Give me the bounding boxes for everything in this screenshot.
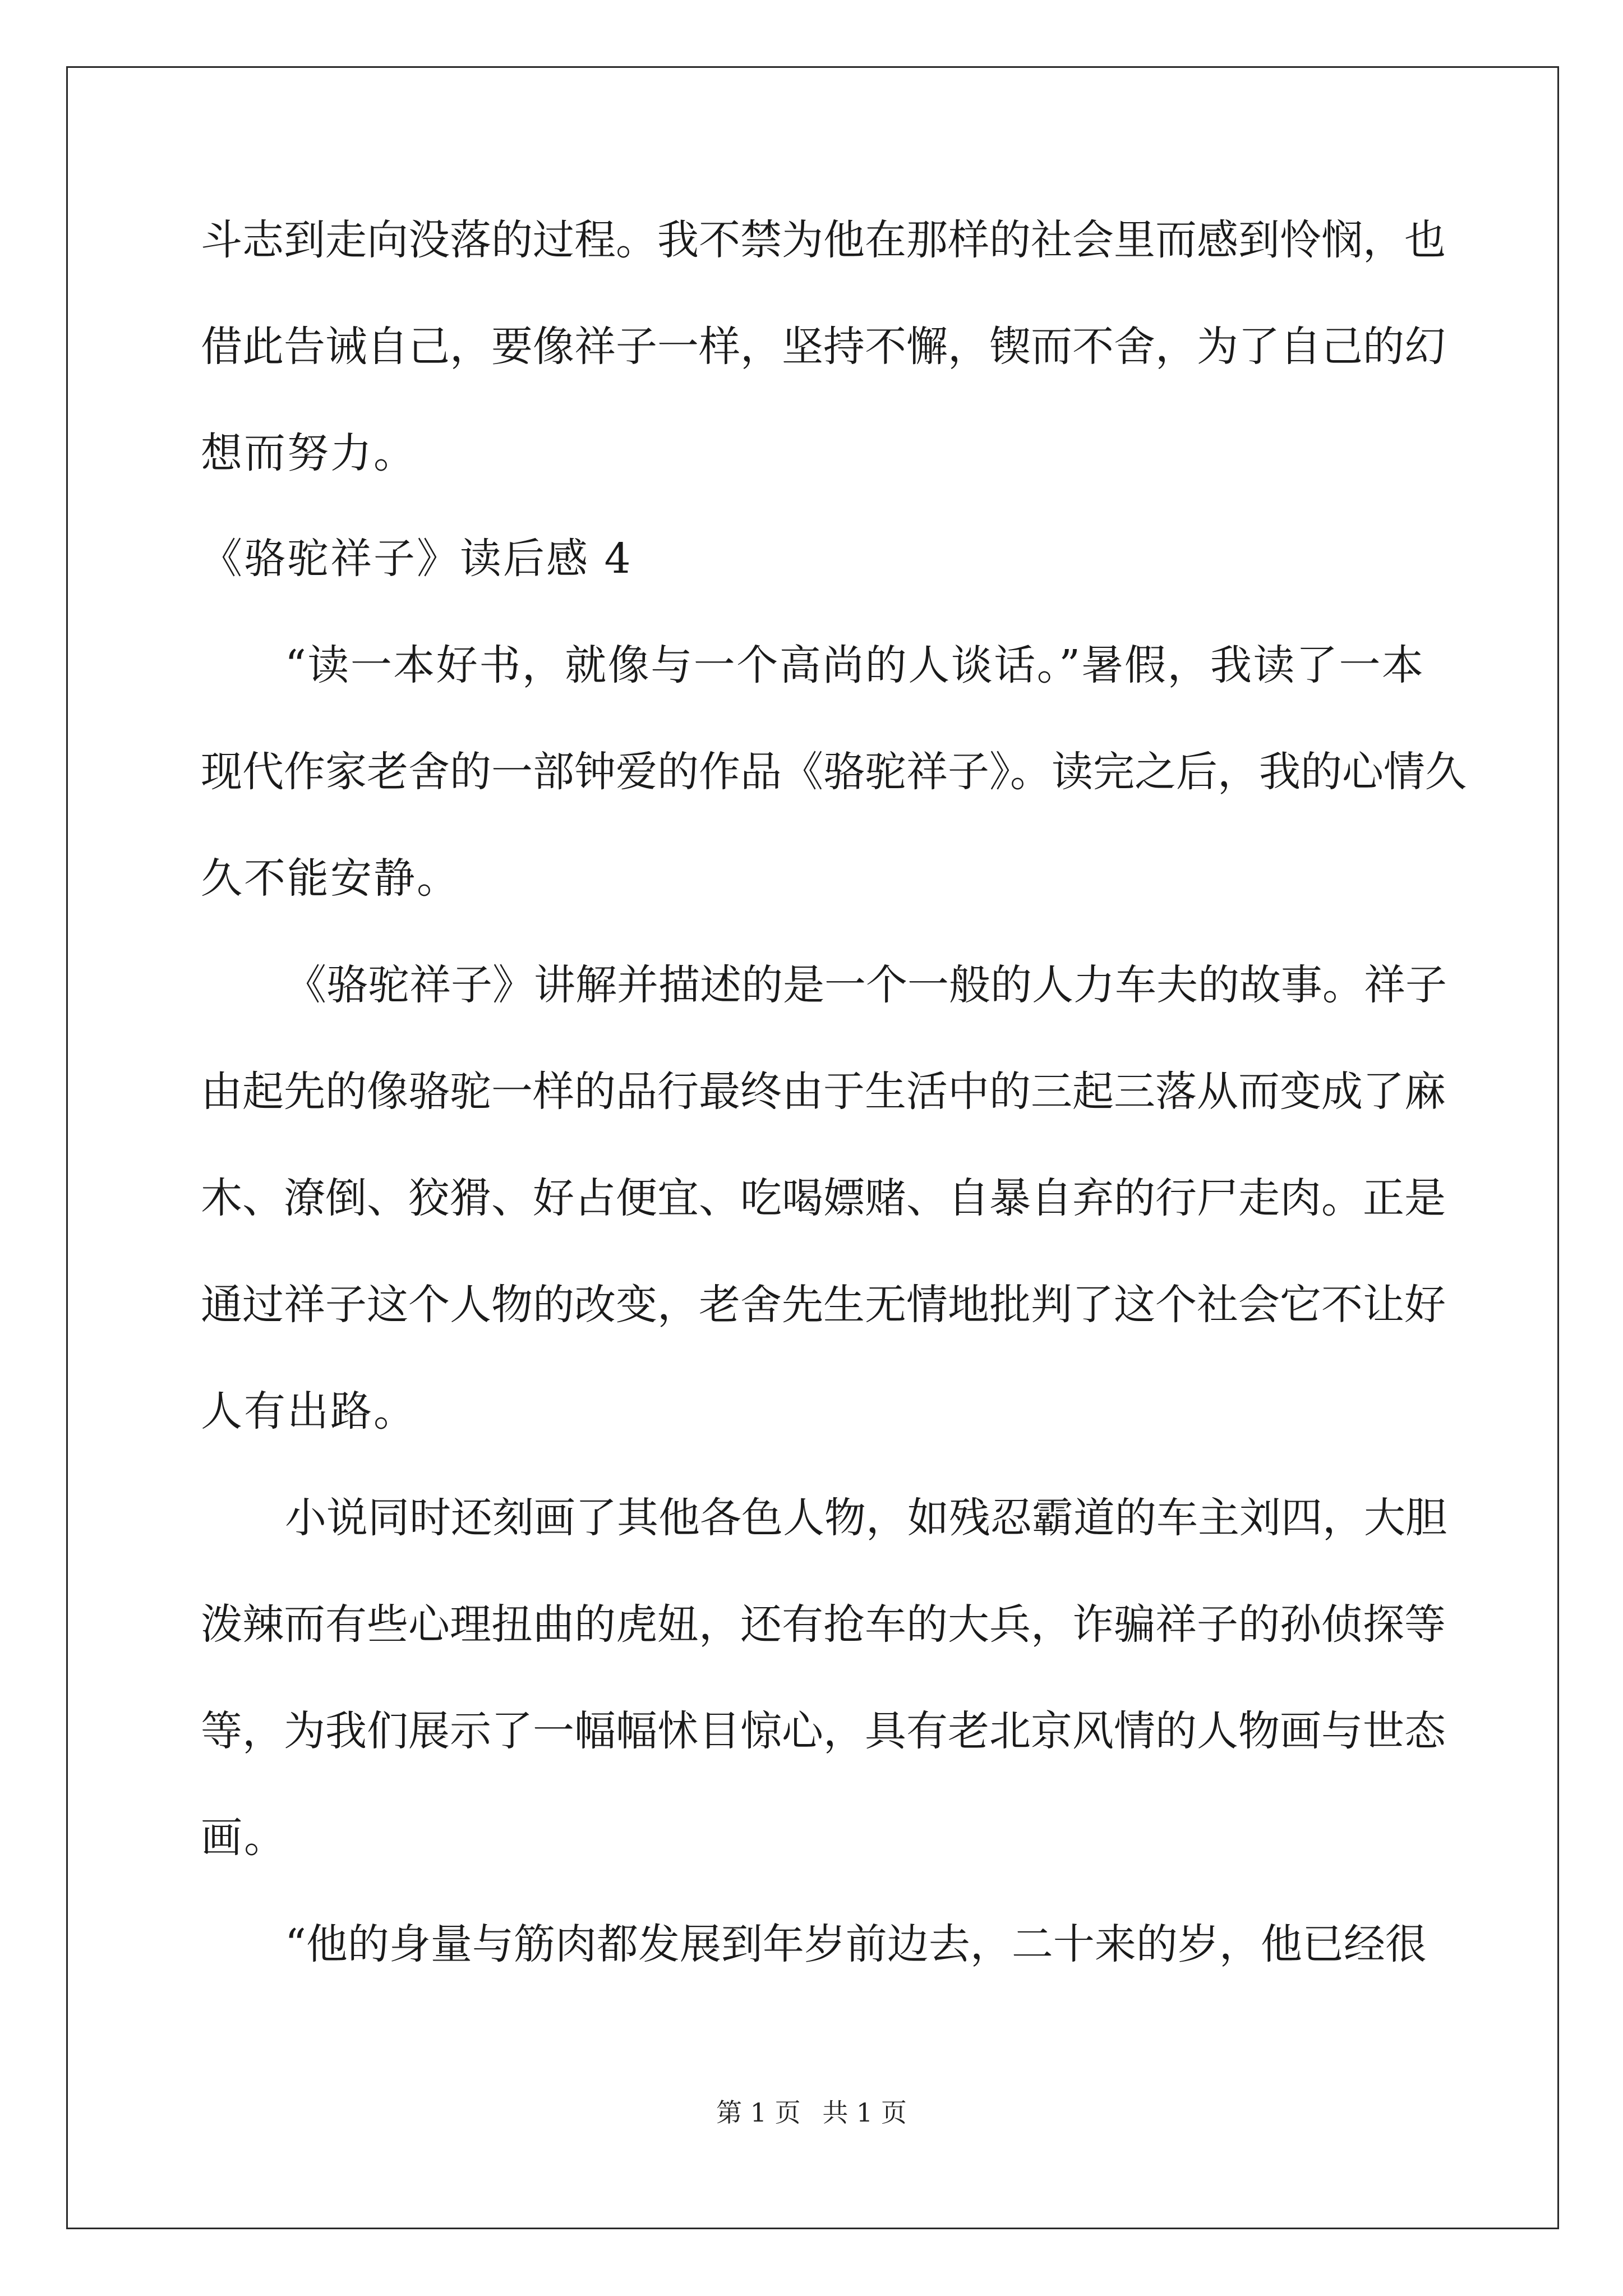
paragraph-first-line: 小说同时还刻画了其他各色人物，如残忍霸道的车主刘四，大胆 (285, 1494, 1447, 1542)
text-line: 想而努力。 (201, 429, 417, 477)
text-line: 久不能安静。 (201, 854, 460, 903)
paragraph-first-line: “读一本好书，就像与一个高尚的人谈话。”暑假，我读了一本 (285, 641, 1423, 689)
page-border (66, 66, 1559, 2229)
text-line: 通过祥子这个人物的改变，老舍先生无情地批判了这个社会它不让好 (201, 1281, 1446, 1329)
text-line: 借此告诫自己，要像祥子一样，坚持不懈，锲而不舍，为了自己的幻 (201, 323, 1446, 371)
section-heading: 《骆驼祥子》读后感 4 (201, 535, 633, 583)
text-line: 由起先的像骆驼一样的品行最终由于生活中的三起三落从而变成了麻 (201, 1068, 1446, 1116)
text-line: 画。 (201, 1814, 287, 1862)
paragraph-first-line: 《骆驼祥子》讲解并描述的是一个一般的人力车夫的故事。祥子 (285, 961, 1447, 1009)
text-line: 人有出路。 (201, 1387, 417, 1435)
text-line: 斗志到走向没落的过程。我不禁为他在那样的社会里而感到怜悯，也 (201, 216, 1446, 264)
text-line: 泼辣而有些心理扭曲的虎妞，还有抢车的大兵，诈骗祥子的孙侦探等 (201, 1600, 1446, 1649)
text-line: 木、潦倒、狡猾、好占便宜、吃喝嫖赌、自暴自弃的行尸走肉。正是 (201, 1174, 1446, 1222)
page-number: 第 1 页 (716, 2097, 801, 2128)
paragraph-first-line: “他的身量与筋肉都发展到年岁前边去，二十来的岁，他已经很 (285, 1920, 1427, 1968)
text-line: 等，为我们展示了一幅幅怵目惊心，具有老北京风情的人物画与世态 (201, 1707, 1446, 1755)
text-line: 现代作家老舍的一部钟爱的作品《骆驼祥子》。读完之后，我的心情久 (201, 748, 1467, 796)
page-total: 共 1 页 (822, 2097, 907, 2128)
page-footer (0, 2096, 1623, 2129)
